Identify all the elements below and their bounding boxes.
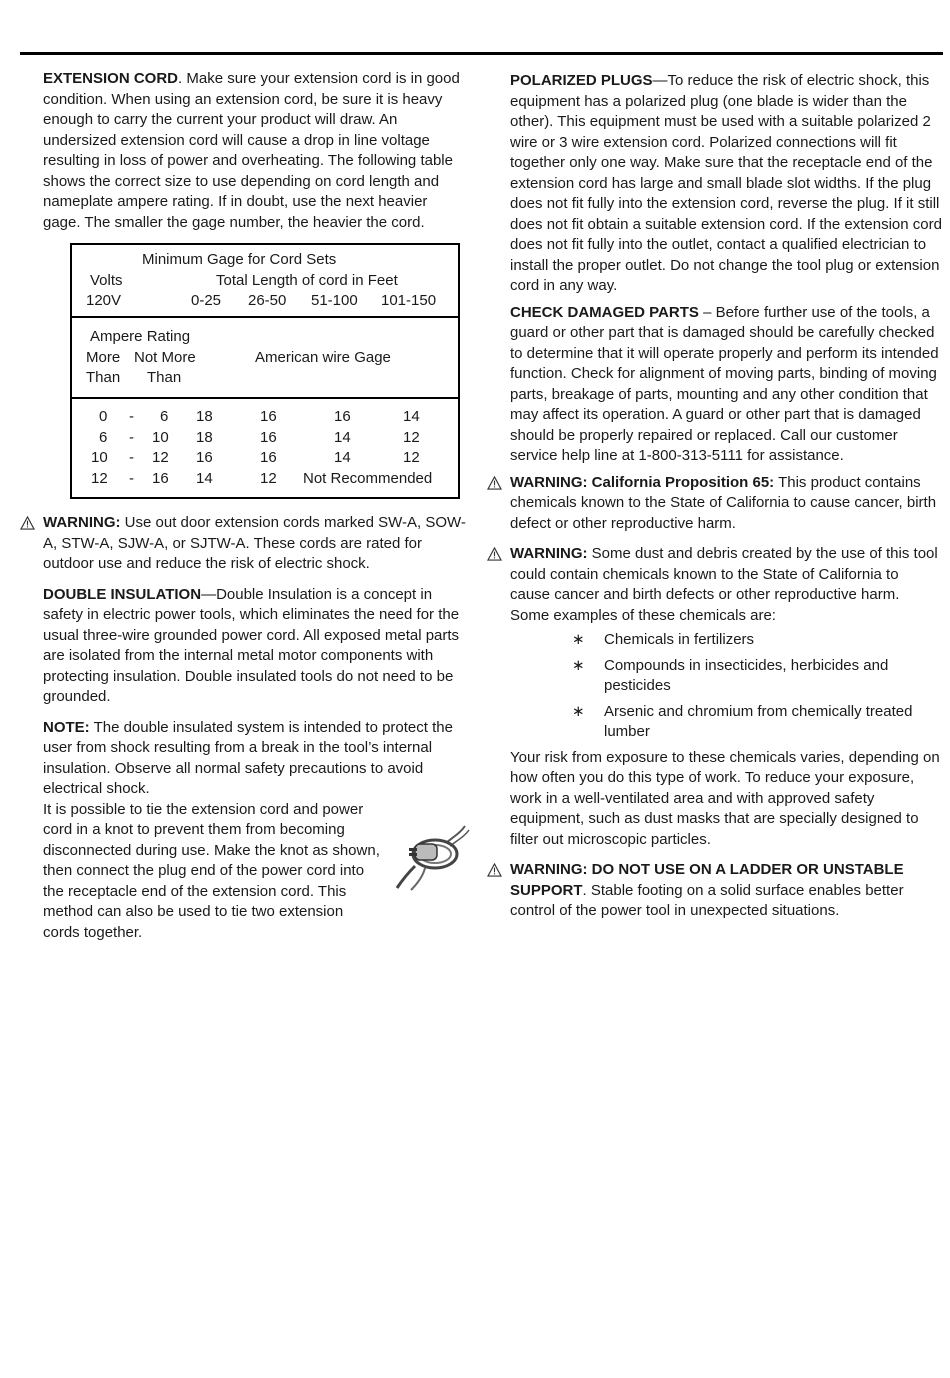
row-gage-1: 14 (196, 469, 213, 487)
row-gage-1: 16 (196, 449, 213, 466)
row-from: 6 (99, 428, 108, 446)
table-row (84, 469, 446, 490)
warning-triangle-icon (487, 863, 502, 877)
not-more-than-label-2: Than (147, 369, 182, 386)
dust-warning-paragraph (510, 544, 942, 626)
note-text: The double insulated system is intended to protect the user from shock resulting from a break in the tool’s internal insulation. Observe all normal safety precautions to avoid electrical shock. (43, 718, 453, 797)
right-column (510, 71, 942, 922)
row-dash: - (129, 428, 134, 446)
warning-outdoor-heading: WARNING: (43, 514, 121, 531)
double-insulation-text: —Double Insulation is a concept in safety in electric power tools, which eliminates the need for the usual three-wire grounded power cord. All exposed metal parts are isolated from the internal metal motor components with protecting insulation. Double insulated tools do not need to be grounded. (43, 585, 460, 705)
double-insulation-heading: DOUBLE INSULATION (43, 585, 202, 603)
more-than-label-2: Than (86, 369, 121, 386)
row-dash: - (129, 408, 134, 425)
row-from: 12 (91, 469, 108, 487)
bullet-star-icon: ∗ (572, 631, 585, 648)
row-gage-2: 16 (260, 428, 277, 446)
table-row (84, 428, 446, 449)
prop65-warning-paragraph (510, 473, 942, 535)
left-column (43, 69, 468, 943)
length-col-4: 101-150 (381, 292, 437, 309)
list-item (510, 656, 942, 697)
note-paragraph (43, 718, 468, 800)
prop65-heading: WARNING: California Proposition 65: (510, 473, 775, 491)
row-gage-4: 12 (403, 428, 420, 446)
volts-label: Volts (90, 271, 123, 289)
row-dash: - (129, 469, 134, 487)
row-to: 16 (152, 469, 169, 487)
more-than-label-1: More (86, 348, 121, 366)
warning-triangle-icon (487, 476, 502, 490)
polarized-plugs-text: —To reduce the risk of electric shock, this equipment has a polarized plug (one blade is wider than the other). This equipment must be used with a suitable polarized 2 wire or 3 wire extension cord. Polarized connections will fit together only one way. Make sure that the receptacle end of the extension cord has large and small blade slot widths. If the plug does not fit fully into the extension cord, reverse the plug. If it still does not fit obtain a suitable extension cord. If the extension cord does not fit fully into the outlet, contact a qualified electrician to install the proper outlet. Do not change the tool plug or extension cord in any way. (510, 72, 942, 294)
warning-triangle-icon (20, 516, 35, 530)
not-more-than-label-1: Not More (134, 348, 196, 366)
list-item-text: Compounds in insecticides, herbicides and pesticides (604, 656, 889, 694)
warning-outdoor-text: Use out door extension cords marked SW-A, SOW-A, STW-A, SJW-A, or SJTW-A. These cords are rated for outdoor use and reduce the risk of electric shock. (43, 514, 466, 572)
length-col-2: 26-50 (248, 292, 287, 309)
gage-label: American wire Gage (255, 348, 391, 366)
row-gage-1: 18 (196, 428, 213, 446)
polarized-plugs-heading: POLARIZED PLUGS (510, 72, 653, 89)
check-damaged-parts-paragraph (510, 303, 942, 467)
knot-text: It is possible to tie the extension cord and power cord in a knot to prevent them from becoming disconnected during use. Make the knot as shown, then connect the plug end of the power cord into the receptacle end of the extension cord. This method can also be used to tie two extension cords together. (43, 800, 380, 941)
length-col-3: 51-100 (311, 292, 358, 309)
row-from: 10 (91, 449, 108, 466)
length-col-1: 0-25 (191, 292, 222, 309)
chemicals-list (510, 630, 942, 743)
bullet-star-icon: ∗ (572, 702, 585, 720)
dust-warning-text: Some dust and debris created by the use of this tool could contain chemicals known to the State of California to cause cancer and birth defects or other reproductive harm. Some examples of these chemicals are: (510, 545, 938, 624)
row-gage-3: 14 (334, 449, 351, 466)
length-label: Total Length of cord in Feet (216, 271, 398, 289)
check-damaged-parts-text: – Before further use of the tools, a guard or other part that is damaged should be carefully checked to determine that it will operate properly and perform its intended function. Check for alignment of moving parts, binding of moving parts, breakage of parts, mounting and any other condition that may affect its operation. A guard or other part that is damaged should be properly repaired or replaced. Call our customer service help line at 1-800-313-5111 for assistance. (510, 303, 939, 464)
cord-knot-illustration (395, 822, 475, 894)
row-gage-2: 16 (260, 449, 277, 466)
dust-warning-heading: WARNING: (510, 545, 588, 562)
warning-outdoor-paragraph (43, 513, 468, 575)
list-item (510, 702, 942, 743)
ampere-label: Ampere Rating (90, 328, 191, 345)
list-item-text: Arsenic and chromium from chemically treated lumber (604, 702, 913, 740)
polarized-plugs-paragraph (510, 71, 942, 297)
double-insulation-paragraph (43, 585, 468, 708)
table-row (84, 448, 446, 469)
check-damaged-parts-heading: CHECK DAMAGED PARTS (510, 303, 699, 321)
cord-gage-table (70, 243, 460, 499)
note-heading: NOTE: (43, 718, 90, 736)
extension-cord-paragraph (43, 69, 468, 233)
bullet-star-icon: ∗ (572, 656, 585, 674)
row-from: 0 (99, 408, 108, 425)
row-gage-1: 18 (196, 408, 213, 425)
top-rule (20, 52, 943, 55)
row-to: 6 (160, 408, 169, 425)
table-row (84, 407, 446, 428)
row-gage-2: 12 (260, 469, 277, 487)
table-body-section (72, 399, 458, 497)
extension-cord-text: . Make sure your extension cord is in good condition. When using an extension cord, be sure it is heavy enough to carry the current your product will draw. An undersized extension cord will cause a drop in line voltage resulting in loss of power and overheating. The following table shows the correct size to use depending on cord length and nameplate ampere rating. If in doubt, use the next heavier gage. The smaller the gage number, the heavier the cord. (43, 70, 460, 231)
row-gage-4: 12 (403, 449, 420, 466)
warning-triangle-icon (487, 547, 502, 561)
list-item (510, 630, 942, 651)
row-gage-3: Not Recommended (303, 469, 433, 487)
list-item-text: Chemicals in fertilizers (604, 631, 755, 648)
ladder-warning-heading: WARNING: DO NOT USE ON A LADDER OR UNSTABLE SUPPORT (510, 861, 904, 899)
row-to: 10 (152, 428, 169, 446)
row-gage-3: 16 (334, 408, 351, 425)
table-title: Minimum Gage for Cord Sets (142, 251, 337, 268)
risk-paragraph: Your risk from exposure to these chemicals varies, depending on how often you do this type of work. To reduce your exposure, work in a well-ventilated area and with approved safety equipment, such as dust masks that are specially designed to filter out microscopic particles. (510, 748, 940, 848)
row-gage-3: 14 (334, 428, 351, 446)
knot-section (43, 800, 468, 944)
ladder-warning-text: . Stable footing on a solid surface enables better control of the power tool in unexpected situations. (510, 881, 904, 919)
row-gage-2: 16 (260, 408, 277, 425)
table-ampere-section (72, 318, 458, 399)
voltage-value: 120V (86, 292, 122, 309)
ladder-warning-paragraph (510, 860, 942, 922)
row-to: 12 (152, 449, 169, 466)
extension-cord-heading: EXTENSION CORD (43, 70, 179, 87)
table-header-section (72, 245, 458, 318)
prop65-text: This product contains chemicals known to the State of California to cause cancer, birth defect or other reproductive harm. (510, 473, 937, 532)
row-dash: - (129, 449, 134, 466)
row-gage-4: 14 (403, 408, 420, 425)
